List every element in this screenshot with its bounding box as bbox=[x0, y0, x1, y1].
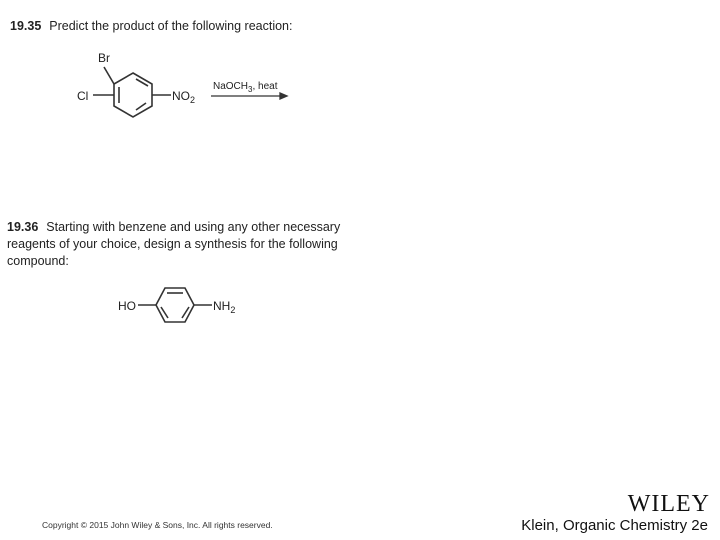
br-label: Br bbox=[98, 51, 110, 65]
no2-label: $NO_2$ bbox=[172, 89, 196, 105]
problem-19-35-header bbox=[10, 18, 292, 35]
problem-prompt: Predict the product of the following reaction: bbox=[49, 19, 293, 33]
benzene-ring bbox=[114, 73, 152, 117]
problem-19-36-text bbox=[7, 219, 340, 270]
target-compound-19-36 bbox=[100, 275, 260, 335]
nh2-label: $NH_2$ bbox=[213, 299, 236, 315]
cl-label: Cl bbox=[77, 89, 89, 103]
ho-label: HO bbox=[118, 299, 136, 313]
reagent-label: NaOCH$_3$, heat bbox=[213, 81, 278, 94]
benzene-ring bbox=[156, 288, 194, 322]
book-title: Klein, Organic Chemistry 2e bbox=[521, 517, 708, 534]
problem-prompt-line: Starting with benzene and using any other necessary bbox=[46, 220, 341, 234]
problem-prompt-line: compound: bbox=[7, 254, 69, 268]
reaction-scheme-19-35 bbox=[0, 40, 320, 130]
br-bond bbox=[104, 67, 114, 84]
copyright-notice: Copyright © 2015 John Wiley & Sons, Inc. All rights reserved. bbox=[42, 520, 273, 530]
problem-number: 19.36 bbox=[7, 220, 39, 234]
problem-number: 19.35 bbox=[10, 19, 42, 33]
wiley-logo: WILEY bbox=[627, 491, 710, 517]
problem-prompt-line: reagents of your choice, design a synthesis for the following bbox=[7, 237, 338, 251]
